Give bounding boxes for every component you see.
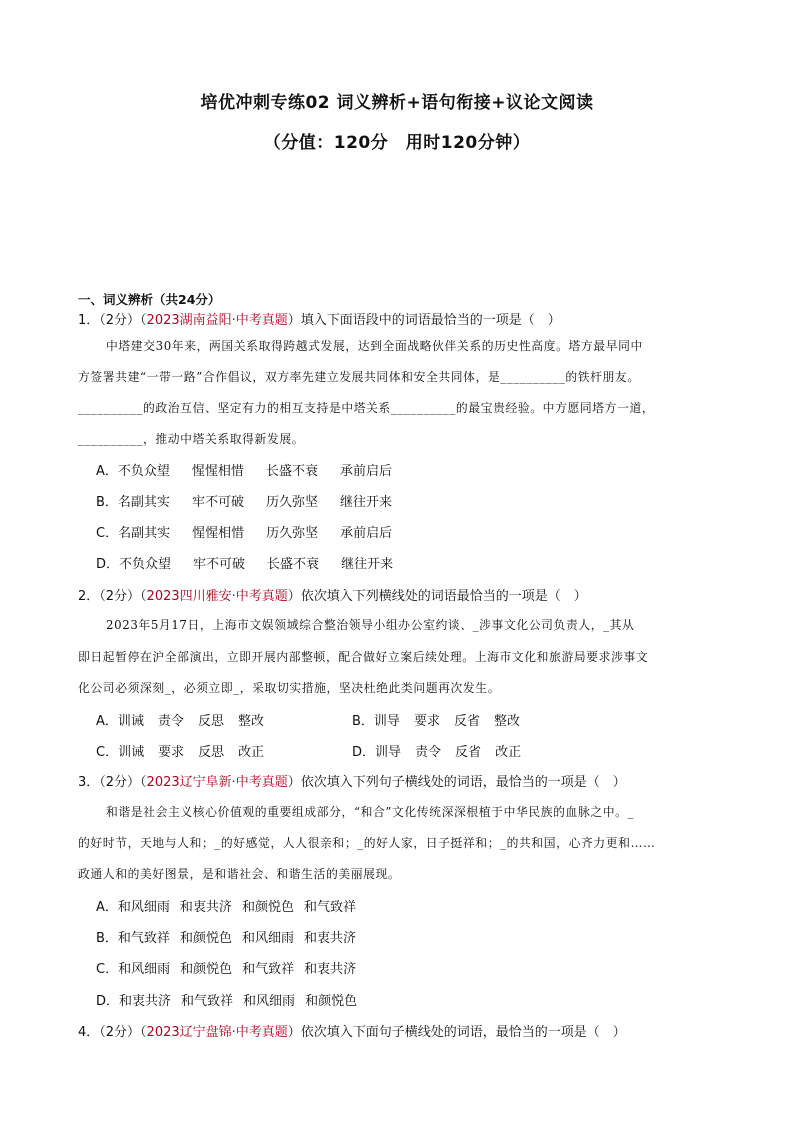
question-1-passage-line: __________，推动中塔关系取得新发展。	[78, 432, 305, 446]
question-2-passage-line: 即日起暂停在沪全部演出，立即开展内部整顿，配合做好立案后续处理。上海市文化和旅游局要求涉事文	[78, 650, 649, 664]
question-4-stem	[78, 1021, 626, 1040]
question-3-option-d[interactable]: D．和衷共济 和气致祥 和风细雨 和颜悦色	[96, 994, 358, 1009]
question-1-passage-line: 中塔建交30年来，两国关系取得跨越式发展，达到全面战略伙伴关系的历史性高度。塔方最早同中	[106, 339, 643, 353]
question-number: 4．（2分）（	[78, 1025, 147, 1040]
question-number: 3．（2分）（	[78, 775, 147, 790]
question-prompt: ）填入下面语段中的词语最恰当的一项是（ ）	[287, 313, 561, 328]
question-3-passage-line: 和谐是社会主义核心价值观的重要组成部分，“和合”文化传统深深根植于中华民族的血脉之中。_	[106, 805, 635, 819]
question-prompt: ）依次填入下列横线处的词语最恰当的一项是（ ）	[287, 589, 587, 604]
question-2-passage-line: 2023年5月17日，上海市文娱领域综合整治领导小组办公室约谈、_涉事文化公司负责人，_其从	[106, 618, 635, 632]
question-2-passage-line: 化公司必须深刻_，必须立即_，采取切实措施，坚决杜绝此类问题再次发生。	[78, 681, 501, 695]
question-3-option-b[interactable]: B．和气致祥 和颜悦色 和风细雨 和衷共济	[96, 931, 356, 946]
question-source: 2023四川雅安·中考真题	[146, 589, 288, 604]
question-1-option-b[interactable]: B．名副其实 牢不可破 历久弥坚 继往开来	[96, 495, 392, 510]
question-number: 2．（2分）（	[78, 589, 147, 604]
question-1-stem	[78, 309, 561, 328]
question-prompt: ）依次填入下列句子横线处的词语，最恰当的一项是（ ）	[287, 775, 626, 790]
question-2-option-b[interactable]: B．训导 要求 反省 整改	[352, 714, 520, 729]
question-1-option-d[interactable]: D．不负众望 牢不可破 长盛不衰 继往开来	[96, 557, 394, 572]
question-2-option-a[interactable]: A．训诫 责令 反思 整改	[96, 714, 264, 729]
question-3-option-a[interactable]: A．和风细雨 和衷共济 和颜悦色 和气致祥	[96, 900, 356, 915]
question-1-option-c[interactable]: C．名副其实 惺惺相惜 历久弥坚 承前启后	[96, 526, 393, 541]
question-1-passage-line: __________的政治互信、坚定有力的相互支持是中塔关系__________的最宝贵经验。中方愿同塔方一道，	[78, 401, 655, 415]
question-3-option-c[interactable]: C．和风细雨 和颜悦色 和气致祥 和衷共济	[96, 962, 357, 977]
question-3-passage-line: 的好时节，天地与人和；_的好感觉，人人很亲和；_的好人家，日子挺祥和；_的共和国，心齐力更和……	[78, 836, 656, 850]
question-source: 2023湖南益阳·中考真题	[146, 313, 288, 328]
question-source: 2023辽宁阜新·中考真题	[146, 775, 288, 790]
question-3-stem	[78, 771, 626, 790]
page-subtitle: （分值：120分 用时120分钟）	[263, 133, 531, 153]
question-prompt: ）依次填入下面句子横线处的词语，最恰当的一项是（ ）	[287, 1025, 626, 1040]
question-3-passage-line: 政通人和的美好图景，是和谐社会、和谐生活的美丽展现。	[78, 867, 401, 881]
section-heading: 一、词义辨析（共24分）	[78, 292, 221, 307]
page-title: 培优冲刺专练02 词义辨析+语句衔接+议论文阅读	[200, 93, 594, 113]
question-2-option-d[interactable]: D．训导 责令 反省 改正	[352, 745, 522, 760]
question-1-passage-line: 方签署共建“一带一路”合作倡议，双方率先建立发展共同体和安全共同体，是__________的铁杆朋友。	[78, 370, 640, 384]
question-number: 1．（2分）（	[78, 313, 147, 328]
question-2-stem	[78, 585, 587, 604]
question-source: 2023辽宁盘锦·中考真题	[146, 1025, 288, 1040]
question-1-option-a[interactable]: A．不负众望 惺惺相惜 长盛不衰 承前启后	[96, 464, 392, 479]
question-2-option-c[interactable]: C．训诫 要求 反思 改正	[96, 745, 265, 760]
